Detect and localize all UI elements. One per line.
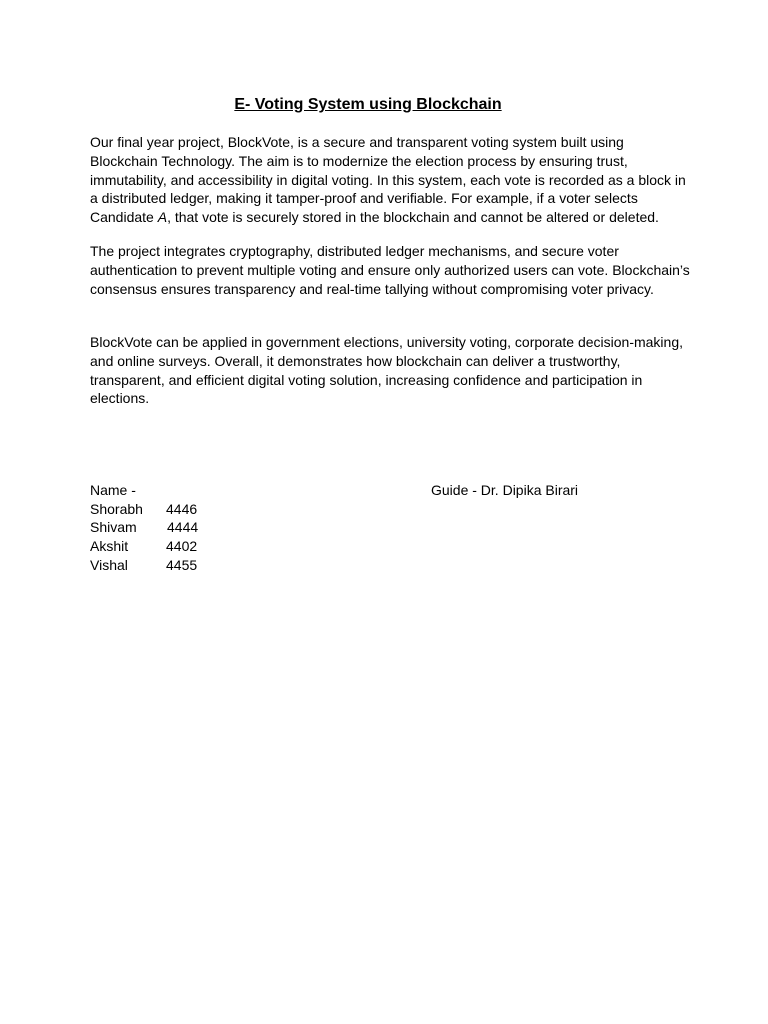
member-id: 4446 bbox=[166, 501, 198, 517]
member-name: Shivam bbox=[90, 519, 137, 535]
paragraph-technology: The project integrates cryptography, distributed ledger mechanisms, and secure voter authentication to prevent multiple voting and ensure only authorized users can vote. Blockchain’s consensus ensures transparency and real-time tallying without compromising voter privacy. bbox=[90, 243, 690, 297]
paragraph-applications: BlockVote can be applied in government elections, university voting, corporate decision-making, and online surveys. Overall, it demonstrates how blockchain can deliver a trustworthy, transparent, and efficient digital voting solution, increasing confidence and participation in elections. bbox=[90, 334, 683, 407]
paragraph-intro-text-end: , that vote is securely stored in the blockchain and cannot be altered or deleted. bbox=[167, 209, 659, 226]
candidate-letter: A bbox=[157, 209, 168, 226]
member-name: Akshit bbox=[90, 538, 129, 554]
member-id: 4444 bbox=[167, 519, 199, 535]
guide-name: Guide - Dr. Dipika Birari bbox=[431, 482, 579, 498]
member-name: Vishal bbox=[90, 557, 128, 573]
paragraph-intro-text-start: Our final year project, BlockVote, is a secure and transparent voting system built using Blockchain Technology. The aim is to modernize the election process by ensuring trust, immutability, and accessibility in digital voting. In this system, each vote is recorded as a block in a distributed ledger, making it tamper-proof and verifiable. For example, if a voter selects Candidate bbox=[90, 134, 686, 226]
team-name-label: Name - bbox=[90, 482, 136, 498]
paragraph-intro bbox=[90, 133, 690, 227]
member-name: Shorabh bbox=[90, 501, 143, 517]
member-id: 4455 bbox=[166, 557, 198, 573]
member-id: 4402 bbox=[166, 538, 198, 554]
document-title: E- Voting System using Blockchain bbox=[234, 96, 502, 113]
